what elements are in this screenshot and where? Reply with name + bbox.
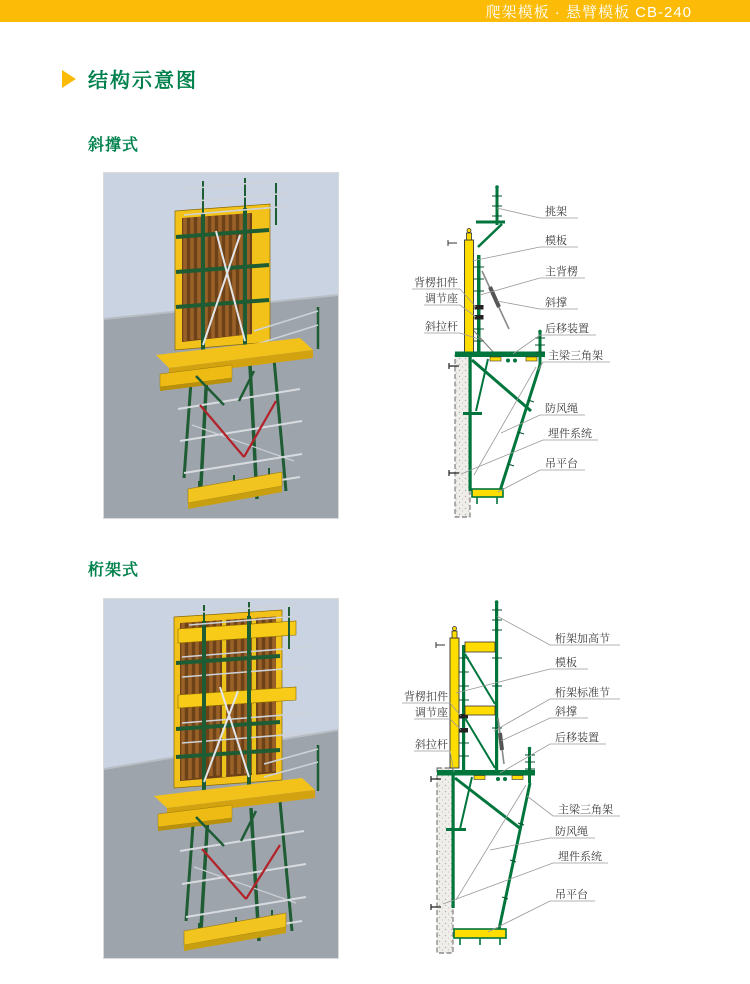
schematic-truss [390,598,715,965]
triangle-bracket [446,775,521,908]
diagram-label: 吊平台 [555,889,588,901]
diagram-label: 斜撑 [545,297,567,309]
hanging-platform [454,929,506,945]
render-image-diagonal-brace [103,172,339,519]
truss-frame [459,600,502,772]
diagram-label: 后移装置 [555,732,599,744]
hanging-platform [472,489,503,504]
diagram-label: 主背楞 [545,266,578,278]
render-image-truss [103,598,339,959]
header-title: 爬架模板 · 悬臂模板 CB-240 [485,3,692,21]
wall-section [449,355,470,517]
diagonal-strut [482,271,509,329]
diagram-label: 斜拉杆 [425,321,458,333]
beam-end-post [525,747,535,783]
diagram-label: 调节座 [425,293,458,305]
diagram-label: 埋件系统 [558,851,602,863]
cantilever-frame [476,185,505,247]
diagram-label: 后移装置 [545,323,589,335]
schematic1-svg [398,183,715,528]
schematic-diagonal-brace [398,183,715,528]
diagram-label: 斜拉杆 [415,739,448,751]
diagram-label: 防风绳 [545,403,578,415]
diagram-label: 斜撑 [555,706,577,718]
diagram-label: 主梁三角架 [558,804,613,816]
formwork-bar [448,229,474,354]
diagram-label: 背楞扣件 [404,691,448,703]
diagram-label: 背楞扣件 [414,277,458,289]
diagram-label: 防风绳 [555,826,588,838]
outer-incline-post [498,783,530,934]
diagram-label: 桁架加高节 [555,633,610,645]
diagram-label: 吊平台 [545,458,578,470]
section2-title: 桁架式 [88,562,140,579]
diagram-labels [414,204,603,470]
diagram-label: 桁架标准节 [555,687,610,699]
schematic2-svg [390,598,715,965]
render1-svg [104,173,338,518]
diagram-label: 埋件系统 [548,428,592,440]
arrow-right-icon [62,70,76,88]
diagram-labels [404,631,613,901]
wall-section [431,768,453,953]
diagram-label: 主梁三角架 [548,350,603,362]
diagram-label: 挑架 [545,206,567,218]
diagram-label: 模板 [545,235,567,247]
header-bar [0,0,750,22]
page-title: 结构示意图 [88,70,198,92]
diagram-label: 调节座 [415,707,448,719]
page-title-row [62,64,198,93]
diagram-label: 模板 [555,657,577,669]
outer-incline-post [499,365,540,494]
section1-title: 斜撑式 [88,137,140,154]
render2-svg [104,599,338,958]
